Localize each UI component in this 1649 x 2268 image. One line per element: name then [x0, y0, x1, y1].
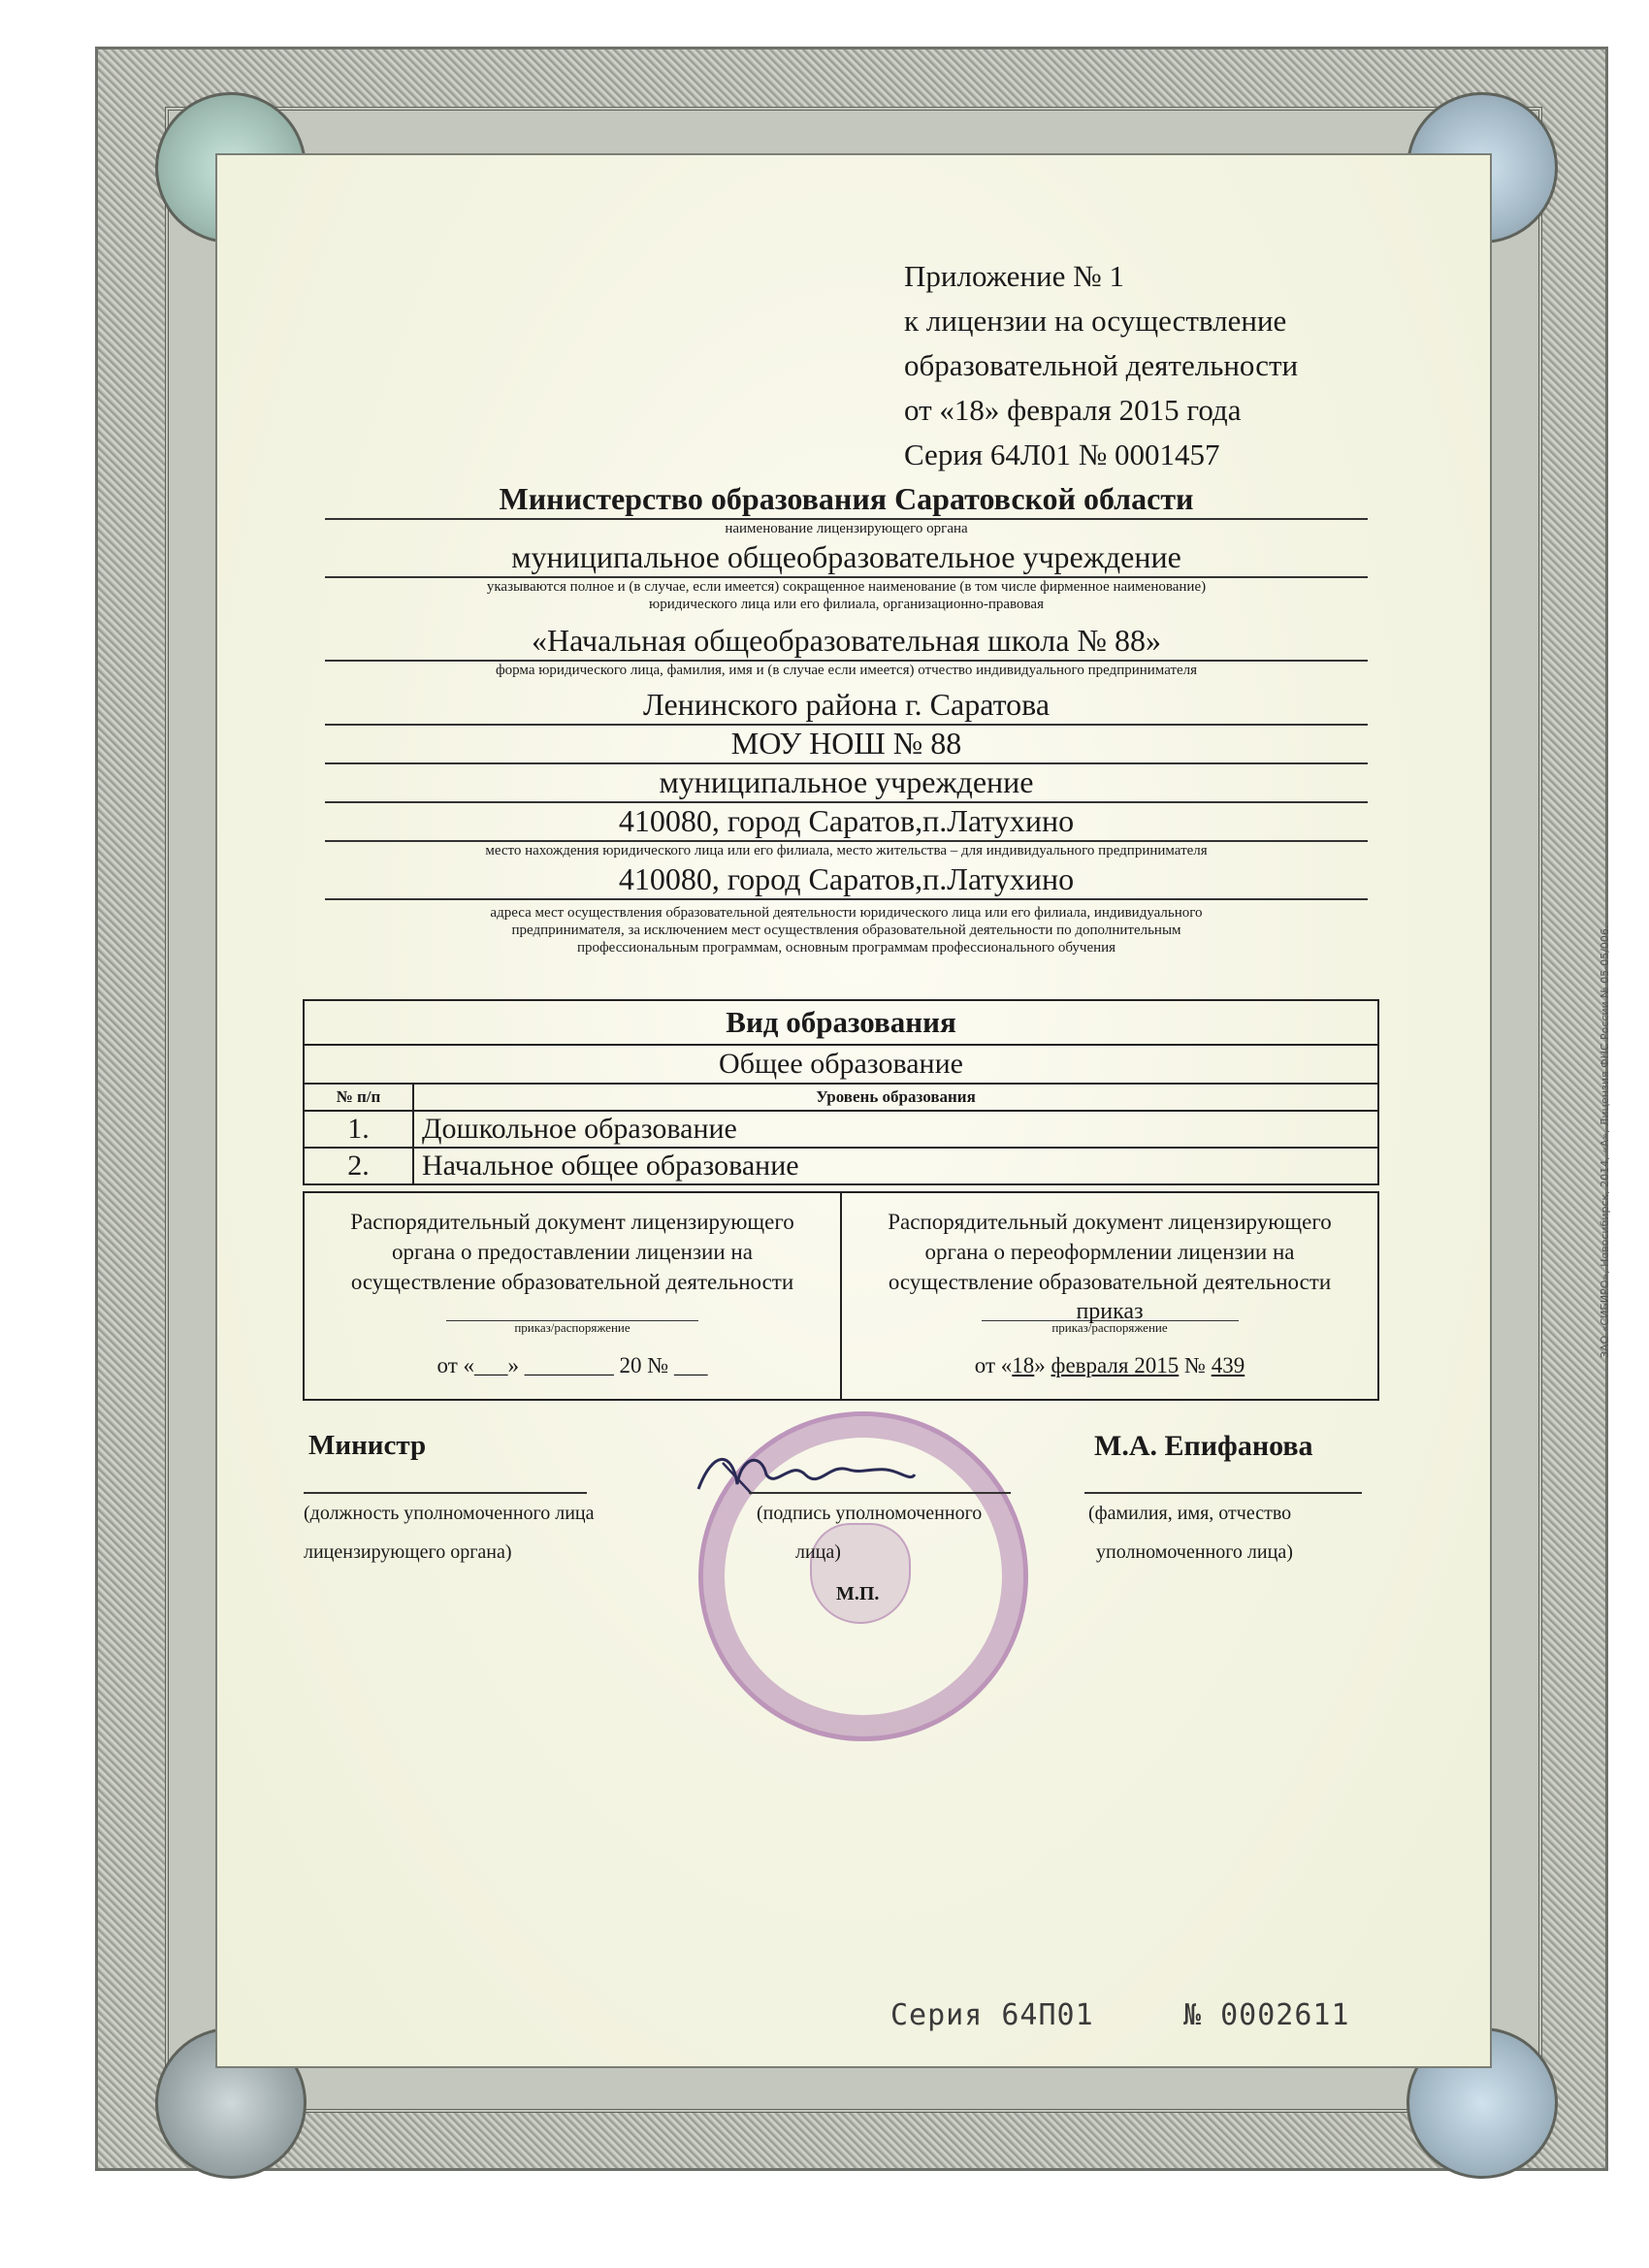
grant-order-doc-caption: приказ/распоряжение: [514, 1320, 630, 1335]
column-header-num: № п/п: [304, 1084, 413, 1111]
grant-order-line: осуществление образовательной деятельности: [350, 1270, 794, 1294]
grant-order-cell: [304, 1192, 841, 1400]
address-value: 410080, город Саратов,п.Латухино: [325, 801, 1368, 842]
licensor-field: [325, 479, 1368, 537]
licensee-line-5: муниципальное учреждение: [325, 762, 1368, 803]
appendix-ref-line: образовательной деятельности: [904, 348, 1299, 382]
licensee-field-5: [325, 762, 1368, 803]
licensee-field-2: [325, 621, 1368, 679]
position-caption: [304, 1494, 595, 1571]
reissue-order-doc-type: приказ: [982, 1297, 1239, 1321]
licensee-line-3: Ленинского района г. Саратова: [325, 685, 1368, 726]
stamp-mark: М.П.: [836, 1583, 880, 1604]
row-level: Начальное общее образование: [413, 1148, 1378, 1184]
licensor-name: Министерство образования Саратовской области: [325, 479, 1368, 520]
column-header-level: Уровень образования: [413, 1084, 1378, 1111]
appendix-number: Приложение № 1: [904, 259, 1124, 293]
appendix-date: от «18» февраля 2015 года: [904, 393, 1242, 427]
form-number: № 0002611: [1183, 1998, 1350, 2032]
signature-caption: [757, 1494, 982, 1571]
licensor-caption: наименование лицензирующего органа: [725, 521, 968, 536]
activity-caption-a: адреса мест осуществления образовательной деятельности юридического лица или его филиала, индивидуального: [490, 905, 1203, 921]
address-field: [325, 801, 1368, 859]
licensee-caption-1b: юридического лица или его филиала, организационно-правовая: [649, 597, 1044, 612]
date-mid: »: [1034, 1353, 1051, 1377]
date-prefix: от «: [974, 1353, 1013, 1377]
licensee-field-3: [325, 685, 1368, 726]
printer-imprint: ЗАО «СИБИРО», Новосибирск, 2014, «А», Лицензия ФНС России № 05-05/006.: [1599, 924, 1611, 1358]
position-caption-line: лицензирующего органа): [304, 1541, 512, 1563]
order-number: 439: [1211, 1353, 1245, 1377]
licensee-line-1: муниципальное общеобразовательное учреждение: [325, 537, 1368, 578]
table-row: [304, 1148, 1378, 1184]
activity-address-value: 410080, город Саратов,п.Латухино: [325, 859, 1368, 900]
name-caption: [1088, 1494, 1293, 1571]
position-caption-line: (должность уполномоченного лица: [304, 1503, 595, 1524]
table-row: [304, 1111, 1378, 1148]
name-caption-line: уполномоченного лица): [1096, 1541, 1293, 1563]
appendix-header: [904, 254, 1408, 477]
name-caption-line: (фамилия, имя, отчество: [1088, 1503, 1292, 1524]
grant-order-doc-type: [446, 1297, 698, 1321]
activity-caption-c: профессиональным программам, основным программам профессионального обучения: [576, 940, 1116, 956]
grant-order-line: Распорядительный документ лицензирующего: [350, 1210, 794, 1234]
signatory-position: Министр: [308, 1430, 427, 1461]
date-month-year: февраля 2015: [1051, 1353, 1180, 1377]
date-day: 18: [1012, 1353, 1035, 1377]
reissue-order-line: органа о переоформлении лицензии на: [924, 1240, 1295, 1264]
row-level: Дошкольное образование: [413, 1111, 1378, 1148]
signature-caption-line: лица): [795, 1541, 841, 1563]
education-type: Общее образование: [304, 1045, 1378, 1084]
grant-order-date: от «___» ________ 20 № ___: [436, 1353, 708, 1377]
licensee-field-1: [325, 537, 1368, 613]
reissue-order-line: Распорядительный документ лицензирующего: [888, 1210, 1332, 1234]
signatory-name: М.А. Епифанова: [1094, 1430, 1313, 1462]
appendix-ref-line: к лицензии на осуществление: [904, 304, 1287, 338]
activity-address-field: [325, 859, 1368, 956]
row-number: 1.: [304, 1111, 413, 1148]
licensee-line-2: «Начальная общеобразовательная школа № 88»: [325, 621, 1368, 662]
appendix-series: Серия 64Л01 № 0001457: [904, 437, 1220, 471]
education-table: [303, 999, 1379, 1185]
licensee-line-4: МОУ НОШ № 88: [325, 724, 1368, 764]
row-number: 2.: [304, 1148, 413, 1184]
form-series: Серия 64П01: [890, 1998, 1094, 2032]
activity-caption-b: предпринимателя, за исключением мест осуществления образовательной деятельности по дополнительным: [511, 923, 1181, 938]
date-no-sign: №: [1179, 1353, 1212, 1377]
education-table-title: Вид образования: [304, 1000, 1378, 1045]
reissue-order-date: [852, 1350, 1368, 1380]
reissue-order-line: осуществление образовательной деятельности: [888, 1270, 1332, 1294]
licensee-caption-1a: указываются полное и (в случае, если имеется) сокращенное наименование (в том числе фирменное наименование): [486, 579, 1207, 595]
licensee-field-4: [325, 724, 1368, 764]
reissue-order-cell: [841, 1192, 1378, 1400]
order-documents-table: [303, 1191, 1379, 1401]
grant-order-line: органа о предоставлении лицензии на: [392, 1240, 753, 1264]
reissue-order-doc-caption: приказ/распоряжение: [1051, 1320, 1168, 1335]
signature-caption-line: (подпись уполномоченного: [757, 1503, 983, 1524]
licensee-caption-2: форма юридического лица, фамилия, имя и (в случае если имеется) отчество индивидуального предпринимателя: [495, 663, 1198, 678]
address-caption: место нахождения юридического лица или его филиала, место жительства – для индивидуального предпринимателя: [485, 843, 1208, 859]
